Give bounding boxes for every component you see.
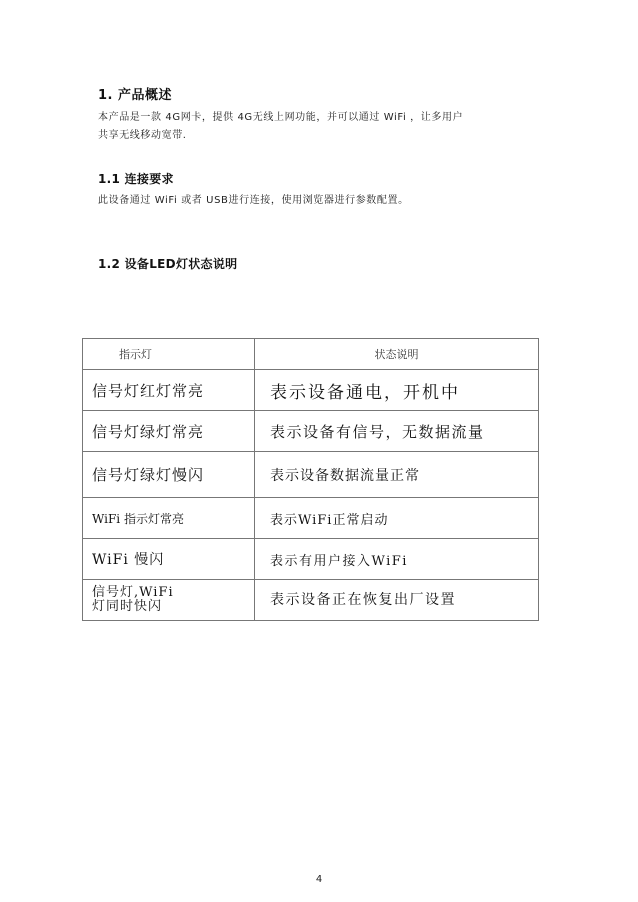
cell-indicator: 信号灯绿灯常亮	[83, 411, 255, 452]
cell-status: 表示设备通电，开机中	[255, 370, 539, 411]
page-number: 4	[315, 874, 323, 885]
cell-status: 表示WiFi正常启动	[255, 498, 539, 539]
cell-status: 表示设备有信号，无数据流量	[255, 411, 539, 452]
heading-led-status: 1.2 设备LED灯状态说明	[98, 257, 238, 271]
paragraph-product-overview	[98, 109, 528, 145]
table-row	[83, 411, 539, 452]
cell-status: 表示有用户接入WiFi	[255, 539, 539, 580]
table-header-row	[83, 339, 539, 370]
paragraph-line: 本产品是一款 4G网卡，提供 4G无线上网功能，并可以通过 WiFi ，让多用户	[98, 112, 464, 123]
cell-indicator-line: 信号灯,WiFi	[92, 585, 174, 600]
led-status-table	[82, 338, 539, 621]
cell-indicator	[83, 580, 255, 621]
heading-connection-requirements: 1.1 连接要求	[98, 172, 174, 186]
cell-indicator: 信号灯绿灯慢闪	[83, 452, 255, 498]
table-row	[83, 452, 539, 498]
cell-indicator: WiFi 指示灯常亮	[83, 498, 255, 539]
paragraph-connection-requirements	[98, 192, 528, 210]
heading-product-overview: 1. 产品概述	[98, 88, 173, 103]
paragraph-line: 此设备通过 WiFi 或者 USB进行连接，使用浏览器进行参数配置。	[98, 195, 409, 206]
header-indicator: 指示灯	[83, 339, 255, 370]
table-row	[83, 498, 539, 539]
paragraph-line: 共享无线移动宽带.	[98, 130, 187, 141]
table-row	[83, 580, 539, 621]
cell-status: 表示设备正在恢复出厂设置	[255, 580, 539, 621]
table-row	[83, 539, 539, 580]
cell-indicator-line: 灯同时快闪	[92, 599, 163, 614]
header-status: 状态说明	[255, 339, 539, 370]
cell-status: 表示设备数据流量正常	[255, 452, 539, 498]
cell-indicator: 信号灯红灯常亮	[83, 370, 255, 411]
cell-indicator: WiFi 慢闪	[83, 539, 255, 580]
table-row	[83, 370, 539, 411]
